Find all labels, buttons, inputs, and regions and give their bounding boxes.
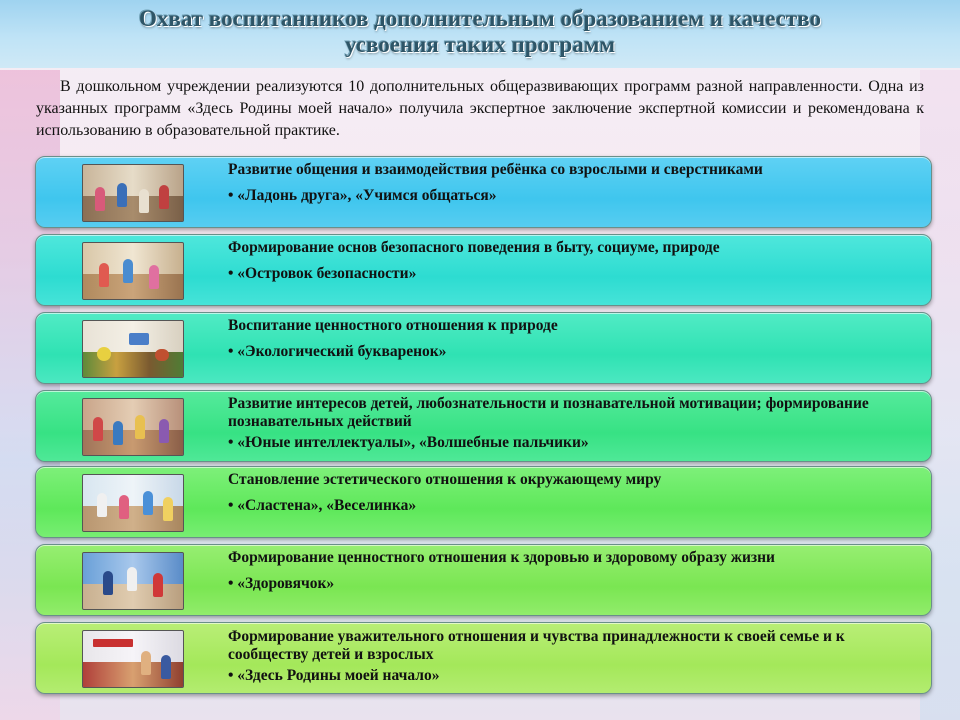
program-row-text [228,628,918,685]
page-title: Охват воспитанников дополнительным образованием и качество усвоения таких программ [139,6,821,57]
program-row-family [35,622,932,694]
program-row-text [228,317,918,361]
program-row-cognitive [35,390,932,462]
program-row-aesthetic [35,466,932,538]
program-row-text [228,395,918,452]
program-names: • «Экологический букваренок» [228,343,447,360]
photo-children-activities [82,398,184,456]
photo-children-safety [82,242,184,300]
program-names: • «Юные интеллектуалы», «Волшебные пальчики» [228,434,589,451]
program-names: • «Здесь Родины моей начало» [228,667,440,684]
program-row-text [228,471,918,515]
photo-family-event [82,630,184,688]
program-row-text [228,239,918,283]
program-row-safety [35,234,932,306]
development-area-title: Развитие общения и взаимодействия ребёнка со взрослыми и сверстниками [228,161,763,178]
development-area-title: Формирование основ безопасного поведения в быту, социуме, природе [228,239,720,256]
program-names: • «Островок безопасности» [228,265,417,282]
program-row-text [228,161,918,205]
program-row-health [35,544,932,616]
photo-ecology-display [82,320,184,378]
program-row-communication [35,156,932,228]
program-names: • «Ладонь друга», «Учимся общаться» [228,187,497,204]
photo-children-sports [82,552,184,610]
development-area-title: Развитие интересов детей, любознательности и познавательной мотивации; формирование познавательных действий [228,395,869,430]
photo-children-dance [82,474,184,532]
intro-paragraph: В дошкольном учреждении реализуются 10 дополнительных общеразвивающих программ разной направленности. Одна из указанных программ «Здесь Родины моей начало» получила экспертное заключение экспертной комиссии и рекомендована к использованию в образовательной практике. [36,78,924,139]
photo-children-communication [82,164,184,222]
development-area-title: Воспитание ценностного отношения к природе [228,317,558,334]
program-row-nature [35,312,932,384]
program-names: • «Сластена», «Веселинка» [228,497,417,514]
development-area-title: Формирование ценностного отношения к здоровью и здоровому образу жизни [228,549,775,566]
program-row-text [228,549,918,593]
development-area-title: Становление эстетического отношения к окружающему миру [228,471,662,488]
title-banner [0,0,960,68]
development-area-title: Формирование уважительного отношения и чувства принадлежности к своей семье и к сообществу детей и взрослых [228,628,845,663]
program-names: • «Здоровячок» [228,575,335,592]
